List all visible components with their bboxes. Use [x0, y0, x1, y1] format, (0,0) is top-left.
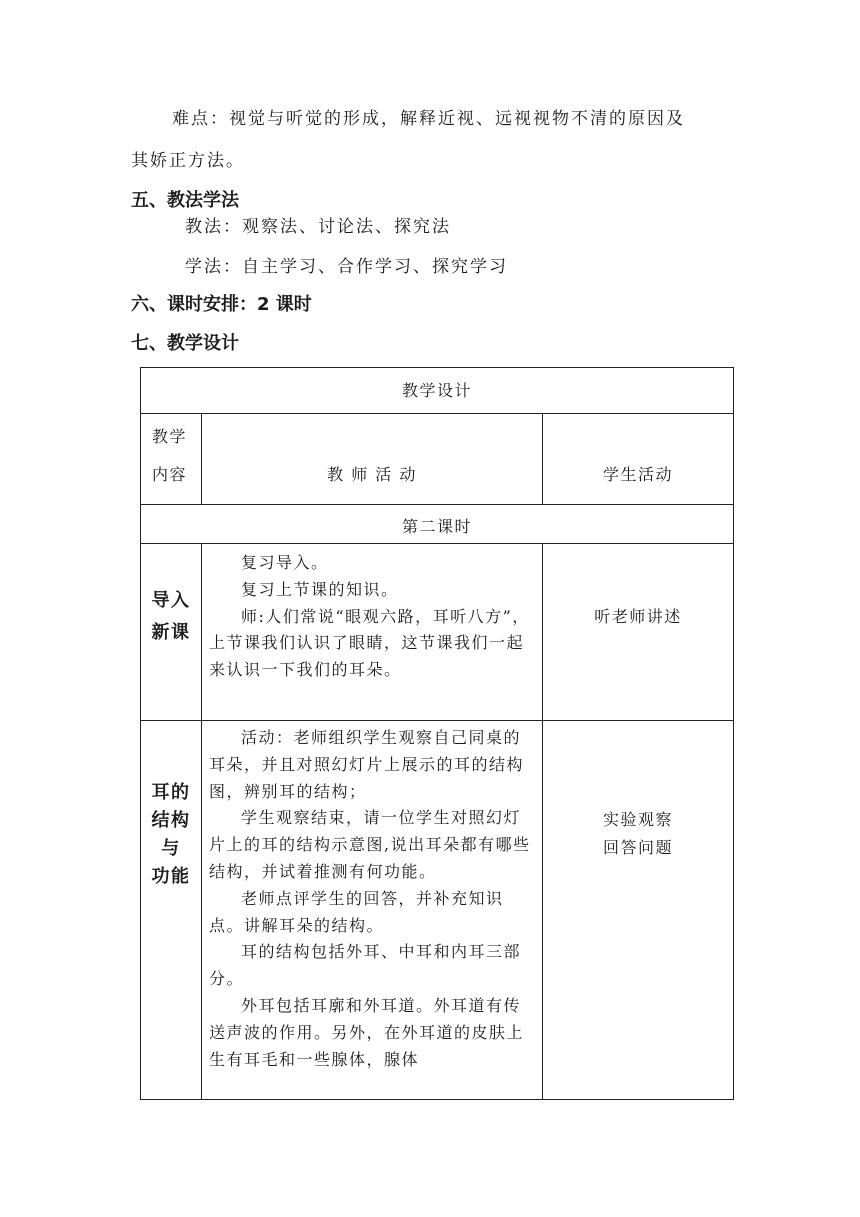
row-teacher-activity: [209, 725, 537, 1097]
row-student-activity: [543, 604, 733, 627]
table-title: 教学设计: [401, 381, 472, 400]
table-divider: [141, 543, 733, 544]
table-divider: [141, 504, 733, 505]
table-divider: [201, 543, 202, 1099]
teacher-paragraph: 耳的结构包括外耳、中耳和内耳三部分。: [209, 942, 522, 989]
row-content-line: 与: [161, 838, 181, 859]
teacher-paragraph: 复习导入。: [241, 553, 329, 572]
section-5-heading: 五、教法学法: [131, 190, 239, 211]
row-content-line: 结构: [151, 810, 191, 831]
teaching-design-table: [140, 367, 734, 1100]
table-divider: [542, 413, 543, 505]
difficulty-line-1: 难点：视觉与听觉的形成，解释近视、远视视物不清的原因及: [172, 109, 685, 129]
row-content-line: 功能: [151, 866, 191, 887]
header-teacher-activity: 教 师 活 动: [327, 465, 417, 484]
header-content-line-2: 内容: [152, 465, 188, 484]
section-6-heading: 六、课时安排：2 课时: [131, 294, 312, 315]
row-teacher-activity: [209, 550, 537, 684]
teacher-paragraph: 活动：老师组织学生观察自己同桌的耳朵，并且对照幻灯片上展示的耳的结构图，辨别耳的结构；: [209, 728, 525, 801]
student-line: 听老师讲述: [594, 607, 682, 626]
teacher-paragraph: 老师点评学生的回答，并补充知识点。讲解耳朵的结构。: [209, 888, 504, 935]
student-line: 实验观察: [602, 810, 673, 829]
teacher-paragraph: 师:人们常说“眼观六路，耳听八方”，上节课我们认识了眼睛，这节课我们一起来认识一下我们的耳朵。: [209, 606, 530, 680]
section-7-heading: 七、教学设计: [131, 333, 239, 354]
teacher-paragraph: 复习上节课的知识。: [241, 579, 399, 599]
table-divider: [141, 720, 733, 721]
header-content-line-1: 教学: [152, 427, 188, 446]
session-label: 第二课时: [401, 517, 472, 536]
student-line: 回答问题: [602, 838, 673, 857]
header-student-activity: 学生活动: [602, 465, 673, 484]
row-content-line: 耳的: [151, 782, 191, 803]
row-content: [141, 779, 201, 891]
table-divider: [141, 413, 733, 414]
row-content-line: 导入: [151, 590, 191, 611]
difficulty-line-2: 其娇正方法。: [131, 151, 245, 171]
teaching-methods: 教法：观察法、讨论法、探究法: [185, 217, 451, 237]
row-student-activity: [543, 806, 733, 862]
learning-methods: 学法：自主学习、合作学习、探究学习: [185, 257, 508, 277]
table-divider: [201, 413, 202, 505]
teacher-paragraph: 学生观察结束，请一位学生对照幻灯片上的耳的结构示意图,说出耳朵都有哪些结构，并试着推测有何功能。: [209, 808, 531, 881]
row-content: [141, 587, 201, 647]
teacher-paragraph: 外耳包括耳廓和外耳道。外耳道有传送声波的作用。另外，在外耳道的皮肤上生有耳毛和一些腺体，腺体: [209, 995, 525, 1069]
row-content-line: 新课: [151, 622, 191, 643]
